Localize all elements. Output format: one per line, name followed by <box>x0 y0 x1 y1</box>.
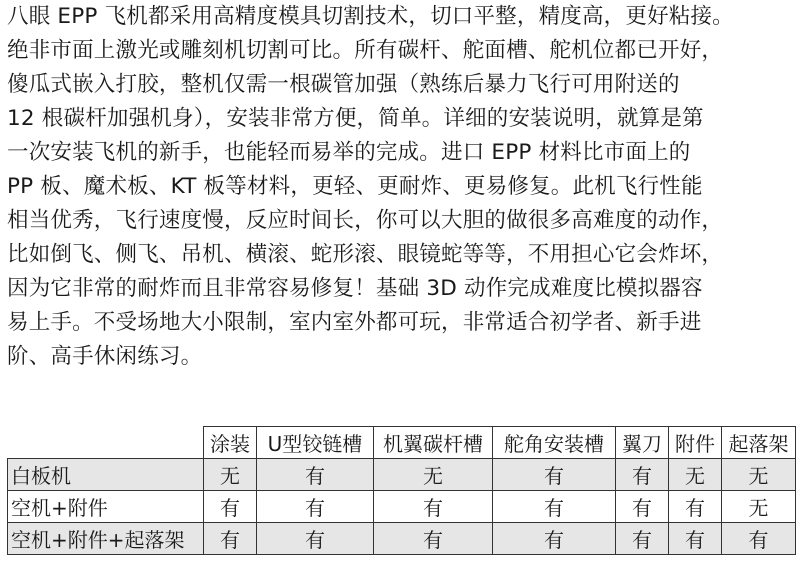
description-line: 比如倒飞、侧飞、吊机、横滚、蛇形滚、眼镜蛇等等，不用担心它会炸坏， <box>7 242 724 267</box>
table-cell: 有 <box>493 491 616 523</box>
column-header-accessories: 附件 <box>669 427 722 459</box>
row-label: 白板机 <box>8 459 204 491</box>
column-header-paint: 涂装 <box>204 427 257 459</box>
description-line: PP 板、魔术板、KT 板等材料，更轻、更耐炸、更易修复。此机飞行性能 <box>7 174 703 199</box>
table-cell: 有 <box>616 523 669 555</box>
description-line: 易上手。不受场地大小限制，室内室外都可玩，非常适合初学者、新手进 <box>7 310 702 335</box>
table-cell: 无 <box>722 491 796 523</box>
description-line: 因为它非常的耐炸而且非常容易修复！基础 3D 动作完成难度比模拟器容 <box>7 276 703 301</box>
description-line: 八眼 EPP 飞机都采用高精度模具切割技术，切口平整，精度高，更好粘接。 <box>7 4 734 29</box>
description-line: 绝非市面上激光或雕刻机切割可比。所有碳杆、舵面槽、舵机位都已开好， <box>7 38 724 63</box>
description-line: 傻瓜式嵌入打胶，整机仅需一根碳管加强（熟练后暴力飞行可用附送的 <box>7 72 680 97</box>
table-cell: 无 <box>722 459 796 491</box>
table-cell: 有 <box>616 459 669 491</box>
column-header-control-horn-slot: 舵角安装槽 <box>493 427 616 459</box>
column-header-wing-carbon-rod-slot: 机翼碳杆槽 <box>374 427 493 459</box>
table-cell: 无 <box>669 459 722 491</box>
table-cell: 无 <box>204 459 257 491</box>
column-header-u-hinge-slot: U型铰链槽 <box>257 427 374 459</box>
table-cell: 有 <box>204 491 257 523</box>
table-row <box>8 491 796 523</box>
column-header-wing-fence: 翼刀 <box>616 427 669 459</box>
table-cell: 有 <box>493 459 616 491</box>
table-cell: 有 <box>669 491 722 523</box>
table-cell: 有 <box>722 523 796 555</box>
table-header-row <box>8 427 796 459</box>
table-cell: 有 <box>374 523 493 555</box>
table-cell: 有 <box>204 523 257 555</box>
table-corner-cell <box>8 427 204 459</box>
description-line: 12 根碳杆加强机身），安装非常方便，简单。详细的安装说明，就算是第 <box>7 106 704 131</box>
table-cell: 有 <box>616 491 669 523</box>
description-line: 一次安装飞机的新手，也能轻而易举的完成。进口 EPP 材料比市面上的 <box>7 140 691 165</box>
row-label: 空机+附件 <box>8 491 204 523</box>
version-comparison-table <box>7 426 796 555</box>
product-description <box>7 0 797 374</box>
table-cell: 有 <box>257 459 374 491</box>
table-cell: 无 <box>374 459 493 491</box>
table-cell: 有 <box>257 523 374 555</box>
column-header-landing-gear: 起落架 <box>722 427 796 459</box>
table-cell: 有 <box>257 491 374 523</box>
description-line: 阶、高手休闲练习。 <box>7 344 203 369</box>
table-cell: 有 <box>493 523 616 555</box>
table-row <box>8 459 796 491</box>
table-cell: 有 <box>669 523 722 555</box>
description-line: 相当优秀，飞行速度慢，反应时间长，你可以大胆的做很多高难度的动作， <box>7 208 724 233</box>
table-cell: 有 <box>374 491 493 523</box>
table-row <box>8 523 796 555</box>
row-label: 空机+附件+起落架 <box>8 523 204 555</box>
